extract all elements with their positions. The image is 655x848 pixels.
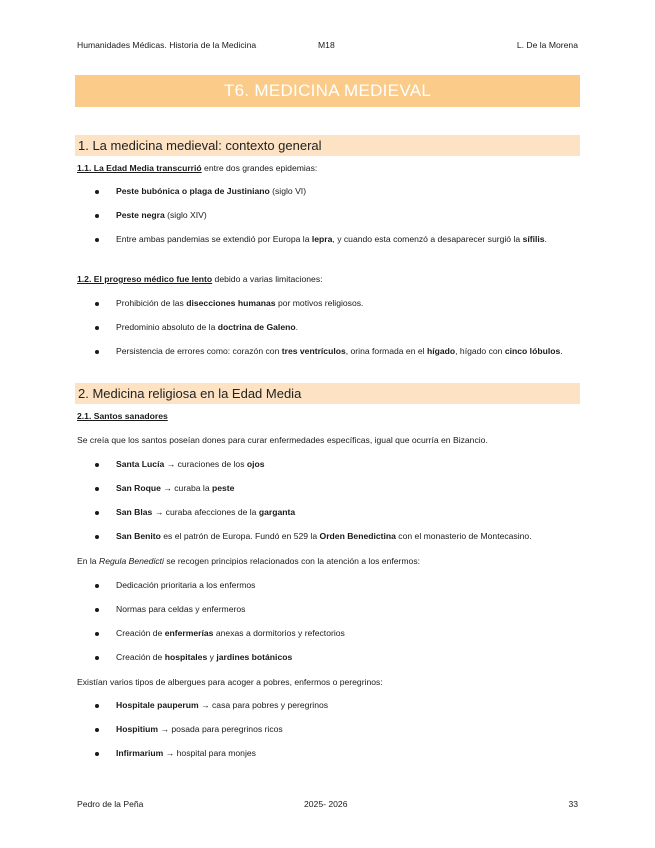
- item-bold: Orden Benedictina: [319, 531, 396, 541]
- bullet-icon: [95, 214, 99, 218]
- bullet-icon: [95, 238, 99, 242]
- item-text: Creación de: [116, 652, 165, 662]
- item-bold: doctrina de Galeno: [217, 322, 296, 332]
- bullet-icon: [95, 608, 99, 612]
- item-bold: sífilis: [522, 234, 545, 244]
- bullet-icon: [95, 535, 99, 539]
- bullet-icon: [95, 350, 99, 354]
- item-bold: hígado: [426, 346, 456, 356]
- item-text: → casa para pobres y peregrinos: [198, 700, 329, 710]
- bullet-icon: [95, 752, 99, 756]
- item-text: por motivos religiosos.: [275, 298, 364, 308]
- footer-year: 2025- 2026: [304, 799, 348, 809]
- subsection-label: 1.1. La Edad Media transcurrió: [77, 163, 202, 173]
- item-text: Persistencia de errores como: corazón con: [116, 346, 282, 356]
- subsection-label: 1.2. El progreso médico fue lento: [77, 274, 213, 284]
- item-text: (siglo XIV): [164, 210, 207, 220]
- bullet-icon: [95, 487, 99, 491]
- header-author: L. De la Morena: [516, 40, 578, 50]
- paragraph: Existían varios tipos de albergues para acoger a pobres, enfermos o peregrinos:: [77, 677, 383, 687]
- item-bold: hospitales: [164, 652, 208, 662]
- bullet-icon: [95, 584, 99, 588]
- item-text: .: [295, 322, 298, 332]
- topic-title: T6. MEDICINA MEDIEVAL: [223, 81, 432, 100]
- item-text: → posada para peregrinos ricos: [158, 724, 283, 734]
- section-heading: [75, 135, 580, 156]
- bullet-icon: [95, 728, 99, 732]
- item-bold: Peste bubónica o plaga de Justiniano: [116, 186, 270, 196]
- item-text: Creación de: [116, 628, 165, 638]
- item-text: → curaciones de los: [164, 459, 247, 469]
- bullet-icon: [95, 302, 99, 306]
- item-text: .: [560, 346, 563, 356]
- footer-author: Pedro de la Peña: [77, 799, 144, 809]
- item-text: (siglo VI): [269, 186, 307, 196]
- page-number: 33: [568, 799, 578, 809]
- paragraph: [77, 555, 579, 567]
- paragraph-italic: Regula Benedicti: [98, 556, 164, 566]
- paragraph-text: En la: [77, 556, 99, 566]
- item-text: Dedicación prioritaria a los enfermos: [116, 580, 256, 590]
- page-footer: [77, 799, 578, 811]
- bullet-icon: [95, 463, 99, 467]
- subsection-label: 2.1. Santos sanadores: [77, 411, 168, 421]
- bullet-icon: [95, 511, 99, 515]
- item-bold: jardines botánicos: [216, 652, 293, 662]
- item-bold: tres ventrículos: [281, 346, 346, 356]
- item-text: Normas para celdas y enfermeros: [116, 604, 246, 614]
- item-text: , y cuando esta comenzó a desaparecer surgió la: [332, 234, 523, 244]
- bullet-icon: [95, 632, 99, 636]
- item-text: → curaba la: [160, 483, 212, 493]
- item-text: → hospital para monjes: [163, 748, 256, 758]
- header-course: Humanidades Médicas. Historia de la Medicina: [77, 40, 257, 50]
- section-heading-text: 1. La medicina medieval: contexto general: [78, 138, 322, 153]
- item-text: , hígado con: [455, 346, 505, 356]
- item-bold: San Benito: [116, 531, 161, 541]
- item-text: Prohibición de las: [116, 298, 187, 308]
- item-text: Entre ambas pandemias se extendió por Europa la: [116, 234, 312, 244]
- paragraph-text: se recogen principios relacionados con la atención a los enfermos:: [163, 556, 421, 566]
- subsection-intro: [77, 162, 579, 174]
- subsection-intro: [77, 273, 579, 285]
- item-bold: peste: [212, 483, 235, 493]
- item-text: , orina formada en el: [345, 346, 427, 356]
- item-bold: disecciones humanas: [186, 298, 276, 308]
- bullet-icon: [95, 326, 99, 330]
- paragraph: Se creía que los santos poseían dones para curar enfermedades específicas, igual que ocurría en Bizancio.: [77, 435, 488, 445]
- subsection-intro: [77, 410, 579, 422]
- item-bold: garganta: [258, 507, 296, 517]
- subsection-rest: entre dos grandes epidemias:: [201, 163, 318, 173]
- bullet-icon: [95, 190, 99, 194]
- bullet-icon: [95, 656, 99, 660]
- item-bold: Infirmarium: [116, 748, 164, 758]
- item-text: y: [207, 652, 217, 662]
- item-bold: enfermerías: [164, 628, 214, 638]
- item-text: → curaba afecciones de la: [152, 507, 259, 517]
- header-code: M18: [318, 40, 335, 50]
- item-bold: Peste negra: [116, 210, 165, 220]
- item-bold: San Blas: [116, 507, 153, 517]
- item-bold: Santa Lucía: [116, 459, 165, 469]
- item-text: con el monasterio de Montecasino.: [395, 531, 532, 541]
- topic-title-banner: [75, 75, 580, 107]
- section-heading-text: 2. Medicina religiosa en la Edad Media: [78, 386, 302, 401]
- item-bold: cinco lóbulos: [504, 346, 561, 356]
- item-text: es el patrón de Europa. Fundó en 529 la: [160, 531, 320, 541]
- item-text: .: [544, 234, 547, 244]
- item-bold: ojos: [246, 459, 265, 469]
- section-heading: [75, 383, 580, 404]
- subsection-rest: debido a varias limitaciones:: [212, 274, 323, 284]
- item-bold: San Roque: [116, 483, 161, 493]
- item-bold: lepra: [311, 234, 333, 244]
- item-text: Predominio absoluto de la: [116, 322, 218, 332]
- item-bold: Hospitale pauperum: [116, 700, 199, 710]
- page-header: [77, 40, 578, 52]
- item-text: anexas a dormitorios y refectorios: [213, 628, 345, 638]
- bullet-icon: [95, 704, 99, 708]
- item-bold: Hospitium: [116, 724, 159, 734]
